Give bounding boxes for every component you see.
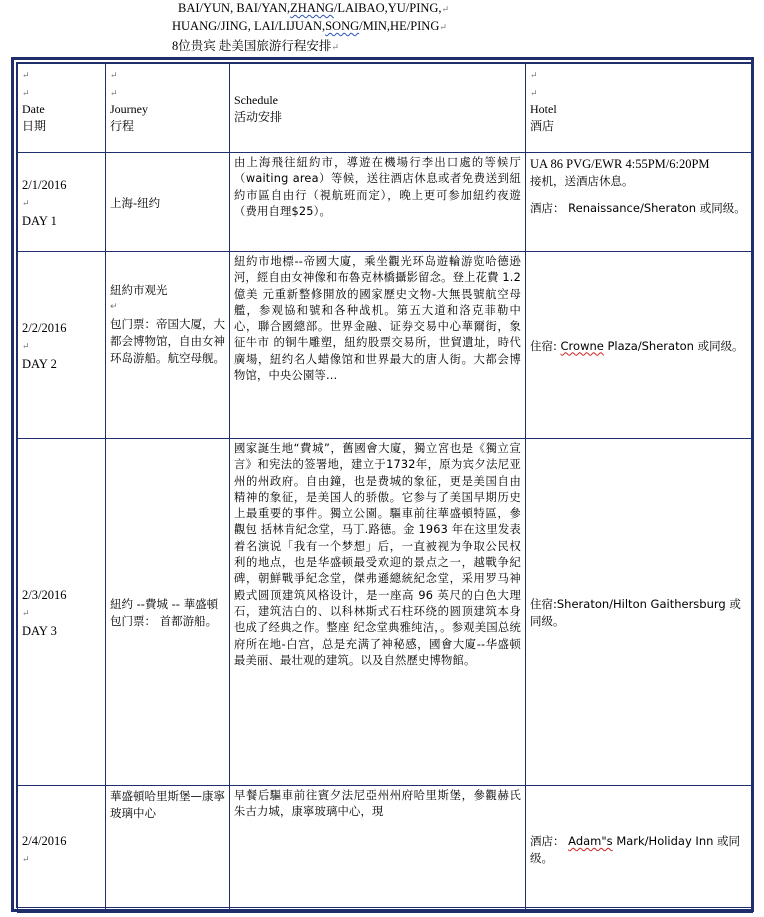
schedule-cell: [230, 439, 526, 786]
header-hotel-en: Hotel: [530, 102, 557, 117]
row-day: DAY 1: [22, 214, 57, 228]
guest-names-part: HUANG/JING, LAI/LIJUAN,: [172, 19, 326, 33]
paragraph-mark: ↵: [110, 87, 118, 98]
guest-names-part: /LAIBAO,YU/PING,: [333, 1, 442, 15]
row-hotel: 酒店： Renaissance/Sheraton 或同级。: [530, 201, 746, 215]
paragraph-mark: ↵: [110, 70, 118, 80]
header-date-zh: 日期: [22, 119, 47, 134]
paragraph-mark: ↵: [22, 854, 30, 864]
hotel-cell: [526, 153, 753, 252]
guest-names-line-2: [172, 18, 447, 35]
header-hotel-zh: 酒店: [530, 119, 555, 134]
row-hotel: Mark/Holiday Inn 或同级。: [530, 834, 741, 865]
row-journey: 紐約市观光: [110, 283, 168, 297]
row-schedule: 國家誕生地“費城”，舊國會大廈，獨立宮也是《獨立宣言》和宪法的签署地，建立于1732年，原为宾夕法尼亚州的州政府。自由鐘，也是费城的象征，更是美国自由精神的象征，是美国人的骄傲。它参与了美国早期历史上最重要的事件。獨立公園。驅車前往華盛頓特區，參觀包 括林肯紀念堂，马丁.路德。金 1963 年在这里发表着名演说「我有一个梦想」后，一直被视为争取公民权利的地点，也是华盛顿最受欢迎的景点之一，越戰争紀 碑，朝鮮戰爭紀念堂，傑弗遜總統紀念堂，采用罗马神殿式圆顶建筑风格设计，是一座高 96 英尺的白色大理石，建筑洁白的、以科林斯式石柱环绕的圆顶建筑本身也成了经典之作。整座 纪念堂典雅纯洁，。参观美国总统府所在地-白宫，总是充满了神秘感，國會大廈--华盛顿最美丽、最壮观的建筑。以及自然歷史博物館。: [234, 442, 521, 667]
paragraph-mark: ↵: [110, 302, 118, 312]
paragraph-mark: ↵: [22, 608, 30, 618]
header-journey: [106, 64, 230, 153]
header-date-en: Date: [22, 102, 45, 117]
paragraph-mark: ↵: [22, 70, 30, 80]
paragraph-mark: ↵: [22, 87, 30, 98]
table-row: [18, 153, 753, 252]
guest-names-part: /MIN,HE/PING: [359, 19, 440, 33]
row-hotel: 住宿:Sheraton/Hilton Gaithersburg 或同级。: [530, 597, 741, 628]
date-cell: [18, 153, 106, 252]
schedule-cell: [230, 252, 526, 439]
pickup-note: 接机，送酒店休息。: [530, 174, 634, 188]
date-cell: [18, 786, 106, 913]
row-journey: 上海-纽约: [110, 195, 161, 210]
table-row: [18, 786, 753, 913]
hotel-cell: [526, 252, 753, 439]
row-day: DAY 3: [22, 624, 57, 638]
journey-cell: [106, 786, 230, 913]
guest-names-line-1: [178, 0, 449, 17]
document-title: [172, 38, 339, 55]
table-row: [18, 252, 753, 439]
flight-info: UA 86 PVG/EWR 4:55PM/6:20PM: [530, 157, 710, 171]
guest-name-zhang: ZHANG: [290, 1, 334, 15]
row-date: 2/2/2016: [22, 321, 67, 335]
row-hotel: Plaza/Sheraton 或同级。: [607, 338, 744, 353]
guest-name-song: SONG: [325, 19, 360, 33]
header-schedule: [230, 64, 526, 153]
paragraph-mark: ↵: [530, 87, 538, 98]
guest-names-part: BAI/YUN, BAI/YAN,: [178, 1, 291, 15]
paragraph-mark: ↵: [441, 4, 450, 14]
row-date: 2/4/2016: [22, 834, 67, 848]
row-journey: 紐约 --費城 -- 華盛頓: [110, 597, 219, 611]
paragraph-mark: ↵: [439, 22, 447, 32]
date-cell: [18, 439, 106, 786]
hotel-brand: Crowne: [560, 338, 604, 353]
row-schedule: 由上海飛往紐約市，導遊在機場行李出口處的等候厅（waiting area）等候，送往酒店休息或者免费送到紐約市區自由行（視航班而定），晚上更可参加紐约夜遊（费用自理$25）。: [234, 156, 521, 218]
row-journey: 華盛頓哈里斯堡—康寧玻璃中心: [110, 789, 225, 820]
header-journey-zh: 行程: [110, 119, 135, 134]
header-date: [18, 64, 106, 153]
hotel-brand: Adam"s: [568, 834, 613, 848]
header-journey-en: Journey: [110, 102, 148, 117]
header-hotel: [526, 64, 753, 153]
table-row: [18, 439, 753, 786]
journey-cell: [106, 439, 230, 786]
row-date: 2/3/2016: [22, 588, 67, 602]
row-schedule: 紐約市地標--帝國大廈，乘坐觀光环岛遊輪游览哈德逊河，經自由女神像和布魯克林橋攝影留念。登上花費 1.2 億美 元重新整修開放的國家歷史文物-大無畏號航空母艦，参观協和號和各种战机。第五大道和洛克菲勒中心，聯合國總部。世界金融、证券交易中心華爾街，象征牛市 的铜牛雕塑，紐約股票交易所，世貿遺址，時代廣場，紐约名人蜡像馆和世界最大的唐人街。大都会博物馆，中央公園等...: [234, 255, 521, 383]
hotel-cell: [526, 786, 753, 913]
row-schedule: 早餐后驅車前往賓夕法尼亞州州府哈里斯堡，參觀赫氏朱古力城，康寧玻璃中心，現: [234, 789, 521, 819]
paragraph-mark: ↵: [331, 42, 339, 52]
hotel-prefix: 酒店：: [530, 834, 569, 848]
paragraph-mark: ↵: [22, 198, 30, 208]
row-date: 2/1/2016: [22, 178, 67, 192]
title-text: 8位贵宾 赴美国旅游行程安排: [172, 39, 332, 53]
row-journey-tickets: 包门票：帝国大厦，大都会博物馆，自由女神环岛游船。航空母舰。: [110, 317, 225, 365]
itinerary-table: [17, 63, 753, 913]
schedule-cell: [230, 786, 526, 913]
journey-cell: [106, 252, 230, 439]
header-schedule-en: Schedule: [234, 93, 278, 107]
date-cell: [18, 252, 106, 439]
row-journey-tickets: 包门票： 首都游船。: [110, 614, 218, 628]
paragraph-mark: ↵: [22, 341, 30, 351]
row-day: DAY 2: [22, 357, 57, 371]
journey-cell: [106, 153, 230, 252]
table-header-row: [18, 64, 753, 153]
header-schedule-zh: 活动安排: [234, 109, 283, 124]
hotel-cell: [526, 439, 753, 786]
hotel-prefix: 住宿:: [530, 338, 561, 353]
schedule-cell: [230, 153, 526, 252]
paragraph-mark: ↵: [530, 70, 538, 80]
